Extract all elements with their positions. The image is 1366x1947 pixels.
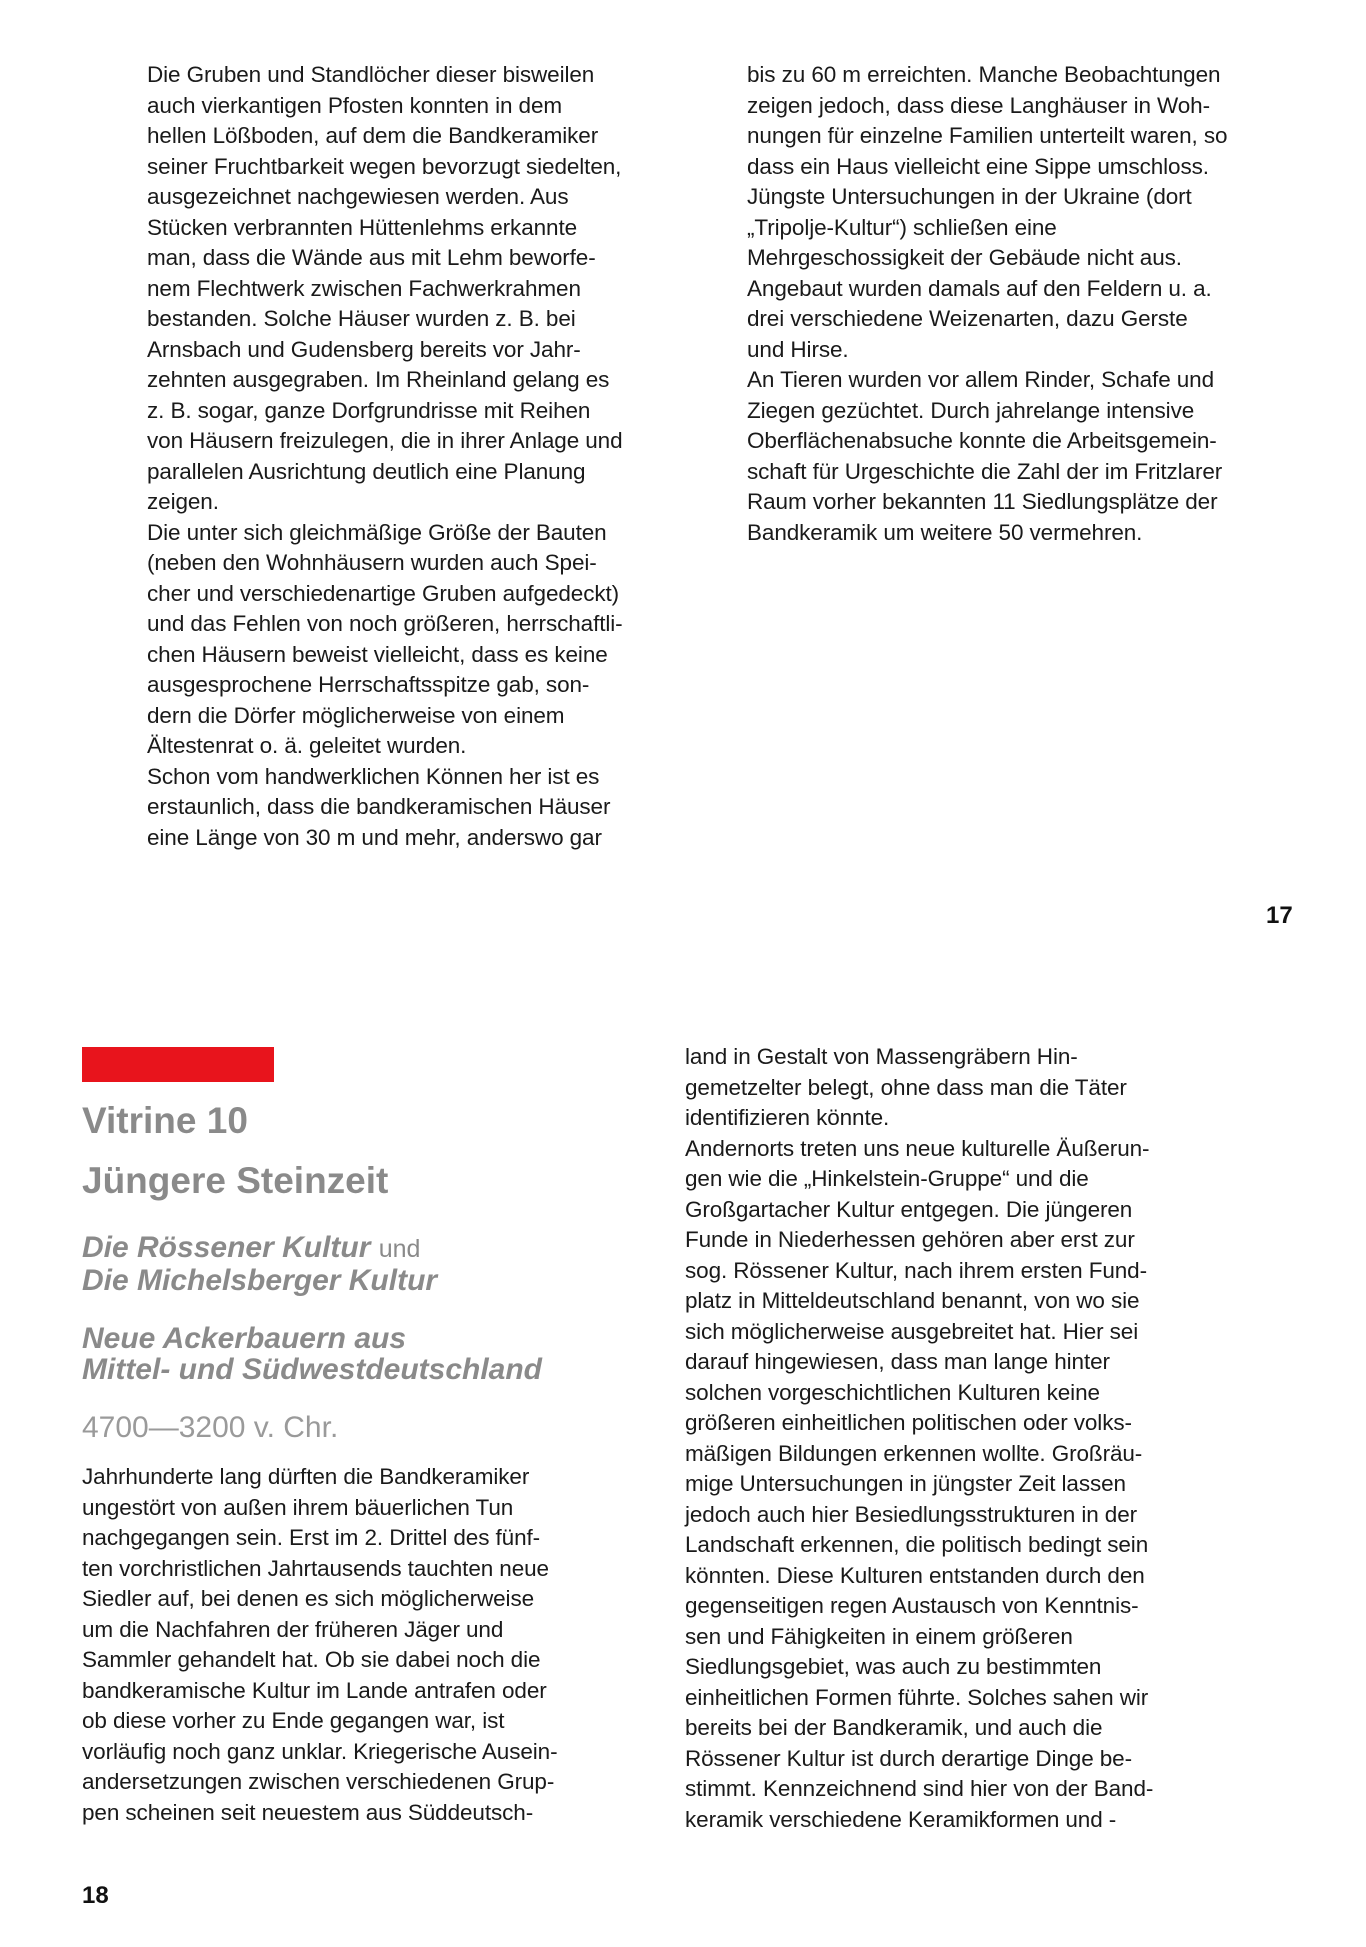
text-line: Stücken verbrannten Hüttenlehms erkannte (147, 214, 578, 240)
text-line: und Hirse. (747, 336, 849, 362)
text-line: Die Gruben und Standlöcher dieser bisweilen (147, 62, 595, 87)
text-line: bis zu 60 m erreichten. Manche Beobachtungen (747, 62, 1221, 87)
text-line: nachgegangen sein. Erst im 2. Drittel des fünf- (82, 1525, 541, 1550)
page17-left-column (147, 60, 707, 853)
text-line: mäßigen Bildungen erkennen wollte. Großräu- (685, 1440, 1143, 1466)
text-line: Die unter sich gleichmäßige Größe der Bauten (147, 519, 607, 545)
text-line: sen und Fähigkeiten in einem größeren (685, 1623, 1073, 1649)
text-line: Rössener Kultur ist durch derartige Dinge be- (685, 1745, 1132, 1771)
page-number-17: 17 (1266, 902, 1293, 929)
page18-left-column (82, 1462, 642, 1828)
text-line: Landschaft erkennen, die politisch bedingt sein (685, 1532, 1149, 1557)
culture-title-line-1: Die Rössener Kultur (82, 1231, 371, 1264)
vitrine-heading: Vitrine 10 (82, 1100, 248, 1141)
text-line: um die Nachfahren der früheren Jäger und (82, 1616, 504, 1642)
page17-right-column (747, 60, 1307, 548)
date-range: 4700—3200 v. Chr. (82, 1411, 339, 1444)
text-line: Großgartacher Kultur entgegen. Die jüngeren (685, 1196, 1133, 1222)
text-line: auch vierkantigen Pfosten konnten in dem (147, 92, 563, 118)
text-line: jedoch auch hier Besiedlungsstrukturen in der (685, 1501, 1138, 1527)
text-line: Sammler gehandelt hat. Ob sie dabei noch die (82, 1647, 541, 1672)
text-line: Jüngste Untersuchungen in der Ukraine (dort (747, 184, 1192, 209)
page18-right-column (685, 1042, 1245, 1835)
culture-title-und: und (378, 1235, 421, 1263)
text-line: Andernorts treten uns neue kulturelle Äußerun- (685, 1135, 1150, 1161)
text-line: ungestört von außen ihrem bäuerlichen Tun (82, 1494, 514, 1520)
text-line: gemetzelter belegt, ohne dass man die Täter (685, 1074, 1127, 1100)
text-line: pen scheinen seit neuestem aus Süddeutsch- (82, 1799, 534, 1825)
text-line: Schon vom handwerklichen Können her ist es (147, 763, 600, 789)
text-line: solchen vorgeschichtlichen Kulturen keine (685, 1379, 1100, 1405)
text-line: andersetzungen zwischen verschiedenen Grup- (82, 1769, 555, 1794)
text-line: parallelen Ausrichtung deutlich eine Planung (147, 458, 586, 484)
text-line: vorläufig noch ganz unklar. Kriegerische Ausein- (82, 1738, 558, 1764)
text-line: darauf hingewiesen, dass man lange hinter (685, 1349, 1110, 1374)
text-line: zeigen jedoch, dass diese Langhäuser in Woh- (747, 92, 1210, 118)
text-line: und das Fehlen von noch größeren, herrschaftli- (147, 611, 623, 636)
text-line: schaft für Urgeschichte die Zahl der im Fritzlarer (747, 458, 1223, 484)
text-line: Jahrhunderte lang dürften die Bandkeramiker (82, 1464, 530, 1489)
text-line: Funde in Niederhessen gehören aber erst zur (685, 1227, 1135, 1252)
text-line: Siedler auf, bei denen es sich möglicherweise (82, 1586, 535, 1611)
text-line: sich möglicherweise ausgebreitet hat. Hier sei (685, 1318, 1139, 1344)
text-line: (neben den Wohnhäusern wurden auch Spei- (147, 550, 597, 575)
text-line: identifizieren könnte. (685, 1105, 890, 1130)
text-line: Angebaut wurden damals auf den Feldern u. a. (747, 275, 1212, 301)
text-line: „Tripolje-Kultur“) schließen eine (747, 214, 1057, 240)
text-line: seiner Fruchtbarkeit wegen bevorzugt siedelten, (147, 153, 622, 179)
culture-title-line-2: Die Michelsberger Kultur (82, 1264, 438, 1297)
text-line: Ziegen gezüchtet. Durch jahrelange intensive (747, 397, 1195, 423)
text-line: größeren einheitlichen politischen oder volks- (685, 1410, 1132, 1435)
settlers-title-line-1: Neue Ackerbauern aus (82, 1322, 407, 1355)
text-line: zeigen. (147, 489, 219, 514)
text-line: Ältestenrat o. ä. geleitet wurden. (147, 733, 467, 758)
culture-title (82, 1232, 437, 1296)
red-accent-bar (82, 1047, 274, 1082)
text-line: eine Länge von 30 m und mehr, anderswo gar (147, 824, 602, 850)
era-heading: Jüngere Steinzeit (82, 1160, 389, 1201)
text-line: hellen Lößboden, auf dem die Bandkeramiker (147, 123, 599, 148)
text-line: Oberflächenabsuche konnte die Arbeitsgemein- (747, 428, 1217, 453)
text-line: cher und verschiedenartige Gruben aufgedeckt) (147, 580, 620, 606)
text-line: mige Untersuchungen in jüngster Zeit lassen (685, 1471, 1126, 1496)
text-line: Bandkeramik um weitere 50 vermehren. (747, 519, 1143, 545)
text-line: chen Häusern beweist vielleicht, dass es keine (147, 641, 608, 667)
text-line: nungen für einzelne Familien unterteilt waren, so (747, 123, 1228, 148)
text-line: Raum vorher bekannten 11 Siedlungsplätze der (747, 489, 1218, 514)
text-line: einheitlichen Formen führte. Solches sahen wir (685, 1684, 1149, 1710)
text-line: Arnsbach und Gudensberg bereits vor Jahr- (147, 336, 581, 362)
text-line: An Tieren wurden vor allem Rinder, Schafe und (747, 367, 1215, 392)
text-line: Mehrgeschossigkeit der Gebäude nicht aus. (747, 245, 1182, 270)
text-line: zehnten ausgegraben. Im Rheinland gelang es (147, 367, 610, 392)
text-line: stimmt. Kennzeichnend sind hier von der Band- (685, 1776, 1154, 1801)
text-line: ob diese vorher zu Ende gegangen war, ist (82, 1708, 505, 1733)
text-line: bereits bei der Bandkeramik, und auch die (685, 1715, 1103, 1740)
text-line: gen wie die „Hinkelstein-Gruppe“ und die (685, 1166, 1089, 1191)
text-line: nem Flechtwerk zwischen Fachwerkrahmen (147, 275, 581, 301)
text-line: land in Gestalt von Massengräbern Hin- (685, 1044, 1078, 1069)
text-line: drei verschiedene Weizenarten, dazu Gerste (747, 306, 1188, 331)
text-line: ausgezeichnet nachgewiesen werden. Aus (147, 184, 569, 209)
text-line: keramik verschiedene Keramikformen und - (685, 1806, 1117, 1832)
text-line: gegenseitigen regen Austausch von Kenntnis- (685, 1593, 1139, 1618)
text-line: dern die Dörfer möglicherweise von einem (147, 702, 565, 728)
text-line: platz in Mitteldeutschland benannt, von wo sie (685, 1288, 1140, 1313)
text-line: sog. Rössener Kultur, nach ihrem ersten Fund- (685, 1257, 1147, 1283)
text-line: erstaunlich, dass die bandkeramischen Häuser (147, 794, 611, 819)
text-line: von Häusern freizulegen, die in ihrer Anlage und (147, 428, 623, 453)
text-line: man, dass die Wände aus mit Lehm beworfe- (147, 245, 596, 270)
text-line: ten vorchristlichen Jahrtausends tauchten neue (82, 1555, 549, 1581)
page-number-18: 18 (82, 1882, 109, 1909)
text-line: z. B. sogar, ganze Dorfgrundrisse mit Reihen (147, 397, 591, 423)
settlers-title-line-2: Mittel- und Südwestdeutschland (82, 1353, 543, 1386)
text-line: Siedlungsgebiet, was auch zu bestimmten (685, 1654, 1102, 1679)
text-line: dass ein Haus vielleicht eine Sippe umschloss. (747, 153, 1209, 179)
text-line: könnten. Diese Kulturen entstanden durch den (685, 1562, 1145, 1588)
text-line: ausgesprochene Herrschaftsspitze gab, son- (147, 672, 590, 697)
settlers-title (82, 1323, 542, 1385)
text-line: bestanden. Solche Häuser wurden z. B. bei (147, 306, 576, 331)
text-line: bandkeramische Kultur im Lande antrafen oder (82, 1677, 547, 1703)
